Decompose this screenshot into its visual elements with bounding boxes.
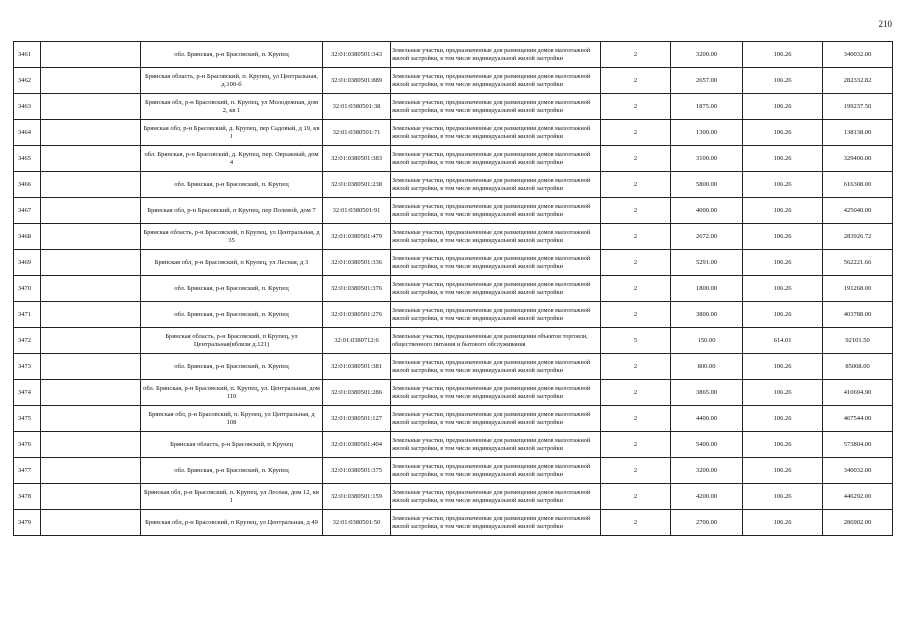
land-use-cell: Земельные участки, предназначенные для размещения домов малоэтажной жилой застройки, в том числе индивидуальной жилой застройки bbox=[391, 354, 601, 380]
cadastral-value-cell: 425040.00 bbox=[823, 198, 893, 224]
land-use-cell: Земельные участки, предназначенные для размещения домов малоэтажной жилой застройки, в том числе индивидуальной жилой застройки bbox=[391, 276, 601, 302]
cadastral-number-cell: 32:01:0380501:381 bbox=[323, 354, 391, 380]
use-code-cell: 2 bbox=[601, 172, 671, 198]
use-code-cell: 2 bbox=[601, 224, 671, 250]
row-number-cell: 3462 bbox=[14, 68, 41, 94]
cadastral-number-cell: 32:01:0380501:159 bbox=[323, 484, 391, 510]
cadastral-value-cell: 446292.00 bbox=[823, 484, 893, 510]
use-code-cell: 2 bbox=[601, 510, 671, 536]
specific-value-cell: 106.26 bbox=[743, 510, 823, 536]
address-cell: Брянская область, р-н Брасовский, п Крупец, ул Центральная, д 35 bbox=[141, 224, 323, 250]
specific-value-cell: 106.26 bbox=[743, 42, 823, 68]
row-number-cell: 3478 bbox=[14, 484, 41, 510]
cadastral-value-cell: 282332.82 bbox=[823, 68, 893, 94]
cadastral-number-cell: 32:01:0380501:38 bbox=[323, 94, 391, 120]
row-number-cell: 3474 bbox=[14, 380, 41, 406]
area-cell: 3800.00 bbox=[671, 302, 743, 328]
table-row bbox=[14, 484, 893, 510]
cadastral-number-cell: 32:01:0380712:6 bbox=[323, 328, 391, 354]
use-code-cell: 2 bbox=[601, 250, 671, 276]
cadastral-value-cell: 562221.66 bbox=[823, 250, 893, 276]
use-code-cell: 2 bbox=[601, 42, 671, 68]
row-number-cell: 3469 bbox=[14, 250, 41, 276]
use-code-cell: 2 bbox=[601, 406, 671, 432]
table-row bbox=[14, 94, 893, 120]
cadastral-value-cell: 410694.90 bbox=[823, 380, 893, 406]
cadastral-value-cell: 286902.00 bbox=[823, 510, 893, 536]
cadastral-number-cell: 32:01:0380501:50 bbox=[323, 510, 391, 536]
empty-cell bbox=[41, 302, 141, 328]
use-code-cell: 2 bbox=[601, 354, 671, 380]
cadastral-value-cell: 85008.00 bbox=[823, 354, 893, 380]
specific-value-cell: 106.26 bbox=[743, 380, 823, 406]
specific-value-cell: 106.26 bbox=[743, 68, 823, 94]
empty-cell bbox=[41, 432, 141, 458]
row-number-cell: 3473 bbox=[14, 354, 41, 380]
cadastral-value-cell: 92101.50 bbox=[823, 328, 893, 354]
cadastral-number-cell: 32:01:0380501:127 bbox=[323, 406, 391, 432]
row-number-cell: 3470 bbox=[14, 276, 41, 302]
empty-cell bbox=[41, 120, 141, 146]
row-number-cell: 3461 bbox=[14, 42, 41, 68]
area-cell: 4200.00 bbox=[671, 484, 743, 510]
address-cell: обл. Брянская, р-н Брасовский, п. Крупец bbox=[141, 354, 323, 380]
table-row bbox=[14, 42, 893, 68]
empty-cell bbox=[41, 198, 141, 224]
row-number-cell: 3475 bbox=[14, 406, 41, 432]
area-cell: 800.00 bbox=[671, 354, 743, 380]
cadastral-number-cell: 32:01:0380501:238 bbox=[323, 172, 391, 198]
specific-value-cell: 106.26 bbox=[743, 354, 823, 380]
land-use-cell: Земельные участки, предназначенные для размещения объектов торговли, общественного питания и бытового обслуживания bbox=[391, 328, 601, 354]
use-code-cell: 5 bbox=[601, 328, 671, 354]
empty-cell bbox=[41, 42, 141, 68]
row-number-cell: 3463 bbox=[14, 94, 41, 120]
land-use-cell: Земельные участки, предназначенные для размещения домов малоэтажной жилой застройки, в том числе индивидуальной жилой застройки bbox=[391, 198, 601, 224]
land-use-cell: Земельные участки, предназначенные для размещения домов малоэтажной жилой застройки, в том числе индивидуальной жилой застройки bbox=[391, 172, 601, 198]
area-cell: 5800.00 bbox=[671, 172, 743, 198]
table-row bbox=[14, 302, 893, 328]
area-cell: 5291.00 bbox=[671, 250, 743, 276]
address-cell: обл. Брянская, р-н Брасовский, п. Крупец bbox=[141, 42, 323, 68]
table-row bbox=[14, 120, 893, 146]
land-use-cell: Земельные участки, предназначенные для размещения домов малоэтажной жилой застройки, в том числе индивидуальной жилой застройки bbox=[391, 120, 601, 146]
table-row bbox=[14, 250, 893, 276]
area-cell: 4000.00 bbox=[671, 198, 743, 224]
empty-cell bbox=[41, 276, 141, 302]
cadastral-value-cell: 329406.00 bbox=[823, 146, 893, 172]
empty-cell bbox=[41, 250, 141, 276]
address-cell: обл. Брянская, р-н Брасовский, п. Крупец, ул. Центральная, дом 110 bbox=[141, 380, 323, 406]
table-row bbox=[14, 432, 893, 458]
land-use-cell: Земельные участки, предназначенные для размещения домов малоэтажной жилой застройки, в том числе индивидуальной жилой застройки bbox=[391, 406, 601, 432]
land-use-cell: Земельные участки, предназначенные для размещения домов малоэтажной жилой застройки, в том числе индивидуальной жилой застройки bbox=[391, 432, 601, 458]
land-use-cell: Земельные участки, предназначенные для размещения домов малоэтажной жилой застройки, в том числе индивидуальной жилой застройки bbox=[391, 146, 601, 172]
land-use-cell: Земельные участки, предназначенные для размещения домов малоэтажной жилой застройки, в том числе индивидуальной жилой застройки bbox=[391, 510, 601, 536]
address-cell: обл. Брянская, р-н Брасовский, п. Крупец bbox=[141, 458, 323, 484]
cadastral-value-cell: 283926.72 bbox=[823, 224, 893, 250]
specific-value-cell: 106.26 bbox=[743, 432, 823, 458]
table-row bbox=[14, 68, 893, 94]
specific-value-cell: 106.26 bbox=[743, 198, 823, 224]
address-cell: Брянская обл, р-н Брасовский, п. Крупец, ул Центральная, д 108 bbox=[141, 406, 323, 432]
address-cell: обл. Брянская, р-н Брасовский, п. Крупец bbox=[141, 302, 323, 328]
specific-value-cell: 106.26 bbox=[743, 406, 823, 432]
area-cell: 2657.00 bbox=[671, 68, 743, 94]
cadastral-value-cell: 199237.50 bbox=[823, 94, 893, 120]
cadastral-number-cell: 32:01:0380501:383 bbox=[323, 146, 391, 172]
use-code-cell: 2 bbox=[601, 276, 671, 302]
specific-value-cell: 106.26 bbox=[743, 172, 823, 198]
land-use-cell: Земельные участки, предназначенные для размещения домов малоэтажной жилой застройки, в том числе индивидуальной жилой застройки bbox=[391, 68, 601, 94]
specific-value-cell: 106.26 bbox=[743, 224, 823, 250]
land-use-cell: Земельные участки, предназначенные для размещения домов малоэтажной жилой застройки, в том числе индивидуальной жилой застройки bbox=[391, 224, 601, 250]
table-row bbox=[14, 198, 893, 224]
empty-cell bbox=[41, 484, 141, 510]
cadastral-number-cell: 32:01:0380501:889 bbox=[323, 68, 391, 94]
row-number-cell: 3465 bbox=[14, 146, 41, 172]
area-cell: 1300.00 bbox=[671, 120, 743, 146]
land-use-cell: Земельные участки, предназначенные для размещения домов малоэтажной жилой застройки, в том числе индивидуальной жилой застройки bbox=[391, 380, 601, 406]
row-number-cell: 3479 bbox=[14, 510, 41, 536]
cadastral-value-cell: 616308.00 bbox=[823, 172, 893, 198]
cadastral-value-cell: 403788.00 bbox=[823, 302, 893, 328]
address-cell: обл. Брянская, р-н Брасовский, п. Крупец bbox=[141, 172, 323, 198]
cadastral-number-cell: 32:01:0380501:404 bbox=[323, 432, 391, 458]
specific-value-cell: 106.26 bbox=[743, 94, 823, 120]
empty-cell bbox=[41, 94, 141, 120]
address-cell: Брянская обл, р-н Брасовский, п. Крупец, ул Молодежная, дом 2, кв 1 bbox=[141, 94, 323, 120]
row-number-cell: 3468 bbox=[14, 224, 41, 250]
table-row bbox=[14, 380, 893, 406]
land-use-cell: Земельные участки, предназначенные для размещения домов малоэтажной жилой застройки, в том числе индивидуальной жилой застройки bbox=[391, 484, 601, 510]
area-cell: 1875.00 bbox=[671, 94, 743, 120]
cadastral-number-cell: 32:01:0380501:376 bbox=[323, 276, 391, 302]
use-code-cell: 2 bbox=[601, 198, 671, 224]
cadastral-number-cell: 32:01:0380501:479 bbox=[323, 224, 391, 250]
cadastral-number-cell: 32:01:0380501:286 bbox=[323, 380, 391, 406]
table-row bbox=[14, 510, 893, 536]
address-cell: Брянская обл, р-н Брасовский, д. Крупец, пер Садовый, д 19, кв 1 bbox=[141, 120, 323, 146]
address-cell: Брянская обл, р-н Брасовский, п Крупец, ул Центральная, д 49 bbox=[141, 510, 323, 536]
cadastral-value-cell: 467544.00 bbox=[823, 406, 893, 432]
row-number-cell: 3471 bbox=[14, 302, 41, 328]
cadastral-value-cell: 340032.00 bbox=[823, 42, 893, 68]
cadastral-value-cell: 340032.00 bbox=[823, 458, 893, 484]
land-use-cell: Земельные участки, предназначенные для размещения домов малоэтажной жилой застройки, в том числе индивидуальной жилой застройки bbox=[391, 458, 601, 484]
row-number-cell: 3466 bbox=[14, 172, 41, 198]
address-cell: Брянская обл, р-н Брасовский, п Крупец, пер Полевой, дом 7 bbox=[141, 198, 323, 224]
address-cell: Брянская обл, р-н Брасовский, п Крупец, ул Лесная, д 3 bbox=[141, 250, 323, 276]
address-cell: Брянская область, р-н Брасовский, п Крупец, ул Центральная(вблизи д.121) bbox=[141, 328, 323, 354]
address-cell: обл. Брянская, р-н Брасовский, п. Крупец bbox=[141, 276, 323, 302]
empty-cell bbox=[41, 328, 141, 354]
area-cell: 3200.00 bbox=[671, 42, 743, 68]
table-row bbox=[14, 146, 893, 172]
row-number-cell: 3472 bbox=[14, 328, 41, 354]
address-cell: обл. Брянская, р-н Брасовский, д. Крупец, пер. Овражный, дом 4 bbox=[141, 146, 323, 172]
use-code-cell: 2 bbox=[601, 68, 671, 94]
cadastral-number-cell: 32:01:0380501:375 bbox=[323, 458, 391, 484]
cadastral-number-cell: 32:01:0380501:71 bbox=[323, 120, 391, 146]
specific-value-cell: 106.26 bbox=[743, 276, 823, 302]
specific-value-cell: 614.01 bbox=[743, 328, 823, 354]
use-code-cell: 2 bbox=[601, 484, 671, 510]
use-code-cell: 2 bbox=[601, 94, 671, 120]
empty-cell bbox=[41, 68, 141, 94]
specific-value-cell: 106.26 bbox=[743, 458, 823, 484]
empty-cell bbox=[41, 458, 141, 484]
cadastral-number-cell: 32:01:0380501:276 bbox=[323, 302, 391, 328]
table-row bbox=[14, 276, 893, 302]
cadastral-value-cell: 191268.00 bbox=[823, 276, 893, 302]
address-cell: Брянская область, р-н Брасовский, п. Крупец, ул Центральная, д.100-б bbox=[141, 68, 323, 94]
table-body bbox=[14, 42, 893, 536]
row-number-cell: 3464 bbox=[14, 120, 41, 146]
area-cell: 3100.00 bbox=[671, 146, 743, 172]
area-cell: 2672.00 bbox=[671, 224, 743, 250]
table-row bbox=[14, 224, 893, 250]
empty-cell bbox=[41, 354, 141, 380]
row-number-cell: 3476 bbox=[14, 432, 41, 458]
empty-cell bbox=[41, 510, 141, 536]
empty-cell bbox=[41, 380, 141, 406]
use-code-cell: 2 bbox=[601, 380, 671, 406]
table-row bbox=[14, 172, 893, 198]
area-cell: 3865.00 bbox=[671, 380, 743, 406]
empty-cell bbox=[41, 406, 141, 432]
cadastral-number-cell: 32:01:0380501:343 bbox=[323, 42, 391, 68]
use-code-cell: 2 bbox=[601, 302, 671, 328]
row-number-cell: 3477 bbox=[14, 458, 41, 484]
land-use-cell: Земельные участки, предназначенные для размещения домов малоэтажной жилой застройки, в том числе индивидуальной жилой застройки bbox=[391, 94, 601, 120]
land-use-cell: Земельные участки, предназначенные для размещения домов малоэтажной жилой застройки, в том числе индивидуальной жилой застройки bbox=[391, 250, 601, 276]
specific-value-cell: 106.26 bbox=[743, 120, 823, 146]
cadastral-value-cell: 138138.00 bbox=[823, 120, 893, 146]
address-cell: Брянская обл, р-н Брасовский, п. Крупец, ул Лесная, дом 12, кв 1 bbox=[141, 484, 323, 510]
land-use-cell: Земельные участки, предназначенные для размещения домов малоэтажной жилой застройки, в том числе индивидуальной жилой застройки bbox=[391, 302, 601, 328]
cadastral-value-cell: 573804.00 bbox=[823, 432, 893, 458]
table-row bbox=[14, 354, 893, 380]
specific-value-cell: 106.26 bbox=[743, 250, 823, 276]
area-cell: 1800.00 bbox=[671, 276, 743, 302]
area-cell: 3200.00 bbox=[671, 458, 743, 484]
cadastral-number-cell: 32:01:0380501:91 bbox=[323, 198, 391, 224]
empty-cell bbox=[41, 224, 141, 250]
table-row bbox=[14, 328, 893, 354]
area-cell: 4400.00 bbox=[671, 406, 743, 432]
use-code-cell: 2 bbox=[601, 120, 671, 146]
table-row bbox=[14, 406, 893, 432]
area-cell: 2700.00 bbox=[671, 510, 743, 536]
land-plot-table bbox=[13, 41, 893, 536]
area-cell: 150.00 bbox=[671, 328, 743, 354]
page-number: 210 bbox=[878, 19, 892, 29]
empty-cell bbox=[41, 172, 141, 198]
row-number-cell: 3467 bbox=[14, 198, 41, 224]
address-cell: Брянская область, р-н Брасовский, п Крупец bbox=[141, 432, 323, 458]
specific-value-cell: 106.26 bbox=[743, 146, 823, 172]
table-row bbox=[14, 458, 893, 484]
specific-value-cell: 106.26 bbox=[743, 302, 823, 328]
area-cell: 5400.00 bbox=[671, 432, 743, 458]
specific-value-cell: 106.26 bbox=[743, 484, 823, 510]
empty-cell bbox=[41, 146, 141, 172]
use-code-cell: 2 bbox=[601, 146, 671, 172]
land-use-cell: Земельные участки, предназначенные для размещения домов малоэтажной жилой застройки, в том числе индивидуальной жилой застройки bbox=[391, 42, 601, 68]
use-code-cell: 2 bbox=[601, 432, 671, 458]
cadastral-number-cell: 32:01:0380501:336 bbox=[323, 250, 391, 276]
use-code-cell: 2 bbox=[601, 458, 671, 484]
